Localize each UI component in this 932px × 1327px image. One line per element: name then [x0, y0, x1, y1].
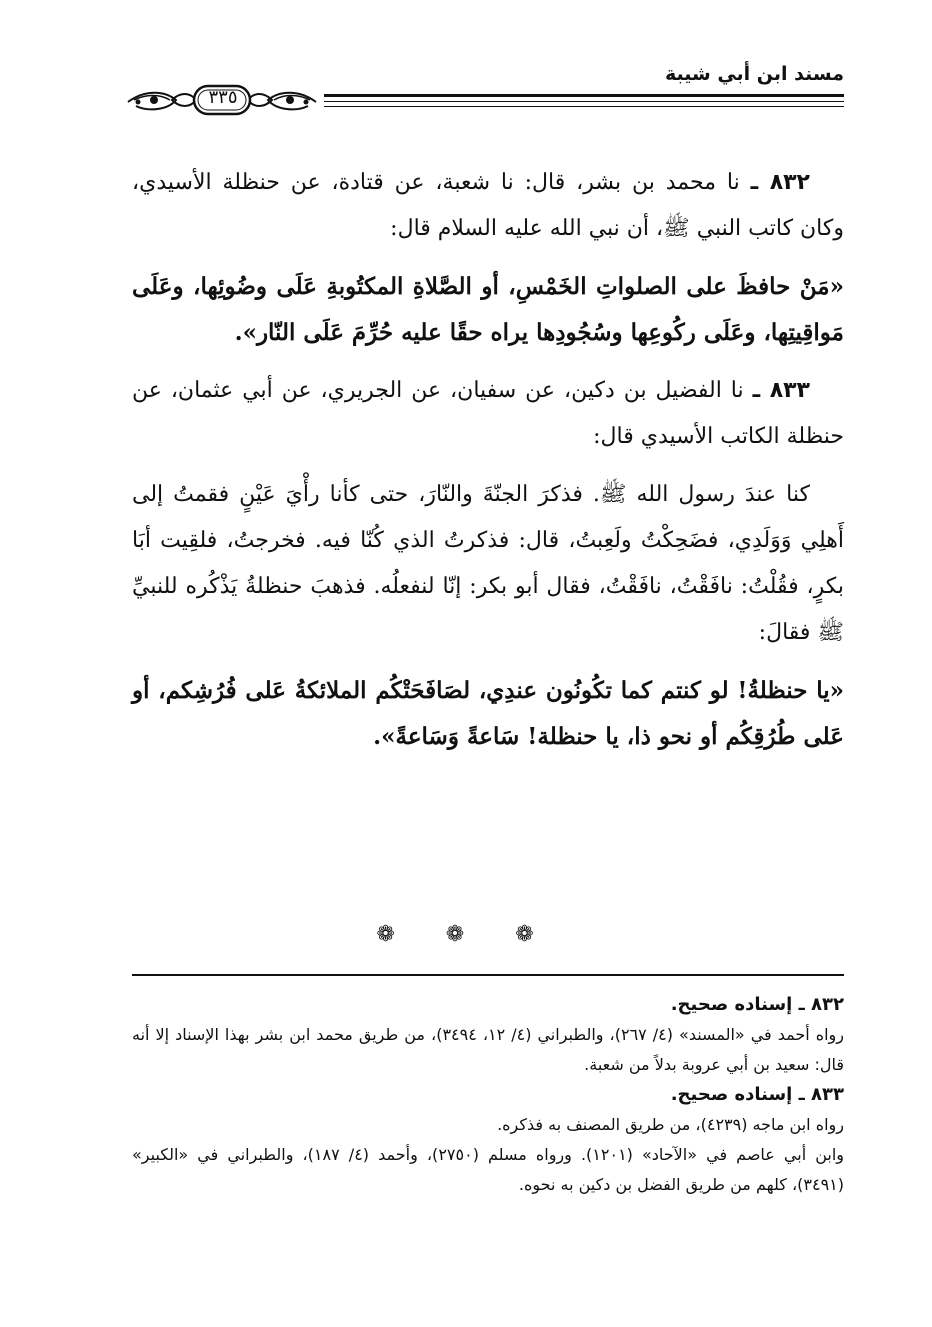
page-number: ٣٣٥ — [208, 87, 238, 108]
footnotes — [132, 990, 844, 1200]
hadith-833-narrative: كنا عندَ رسول الله ﷺ. فذكرَ الجنّةَ والنّارَ، حتى كأنا رأْيَ عَيْنٍ فقمتُ إلى أَهلِي وَوَلَدِي، فضَحِكْتُ ولَعِبتُ، قال: فذكرتُ الذي كُنّا فيه. فخرجتُ، فلقِيت أبَا بكرٍ، فقُلْتُ: نافَقْتُ، نافَقْتُ، فقال أبو بكر: إنّا لنفعلُه. فذهبَ حنظلةُ يَذْكُره للنبيِّ ﷺ فقالَ: — [132, 482, 844, 645]
header-rule — [324, 106, 844, 107]
footnote-heading: ٨٣٣ ـ إسناده صحيح. — [670, 1084, 844, 1105]
hadith-number: ٨٣٢ ـ — [750, 170, 810, 195]
section-separator: ❁ ❁ ❁ — [376, 922, 556, 947]
hadith-832-quote: «مَنْ حافظَ على الصلواتِ الخَمْسِ، أو الصَّلاةِ المكتُوبةِ عَلَى وضُوئِها، وعَلَى مَواقِيتِها، وعَلَى ركُوعِها وسُجُودِها يراه حقًا عليه حُرِّمَ عَلَى النّار». — [132, 273, 844, 346]
hadith-832-paragraph — [132, 160, 844, 252]
hadith-chain: نا الفضيل بن دكين، عن سفيان، عن الجريري، عن أبي عثمان، عن حنظلة الكاتب الأسيدي قال: — [132, 378, 844, 449]
footnote-line: رواه ابن ماجه (٤٢٣٩)، من طريق المصنف به فذكره. — [497, 1115, 844, 1134]
header-rule — [324, 101, 844, 102]
footnote-line: رواه أحمد في «المسند» (٤/ ٢٦٧)، والطبراني (٤/ ١٢، ٣٤٩٤)، من طريق محمد ابن بشر بهذا الإسناد إلا أنه قال: سعيد بن أبي عروبة بدلاً من شعبة. — [132, 1025, 844, 1074]
hadith-833-quote: «يا حنظلةُ! لو كنتم كما تكُونُون عندِي، لصَافَحَتْكُم الملائكةُ عَلى فُرُشِكم، أو عَلى طُرُقِكُم أو نحو ذا، يا حنظلة! سَاعةً وَسَاعةً». — [132, 677, 844, 750]
footnote-line: وابن أبي عاصم في «الآحاد» (١٢٠١). ورواه مسلم (٢٧٥٠)، وأحمد (٤/ ١٨٧)، والطبراني في «الكبير» (٣٤٩١)، كلهم من طريق الفضل بن دكين به نحوه. — [132, 1145, 845, 1194]
footnote-heading: ٨٣٢ ـ إسناده صحيح. — [670, 994, 844, 1015]
header-rule — [324, 94, 844, 97]
hadith-number: ٨٣٣ ـ — [752, 378, 810, 403]
running-title: مسند ابن أبي شيبة — [664, 63, 844, 85]
footnote-rule — [132, 974, 844, 976]
hadith-833-paragraph — [132, 368, 844, 460]
hadith-chain: نا محمد بن بشر، قال: نا شعبة، عن قتادة، عن حنظلة الأسيدي، وكان كاتب النبي ﷺ، أن نبي الله عليه السلام قال: — [132, 170, 844, 241]
main-text — [132, 160, 844, 772]
